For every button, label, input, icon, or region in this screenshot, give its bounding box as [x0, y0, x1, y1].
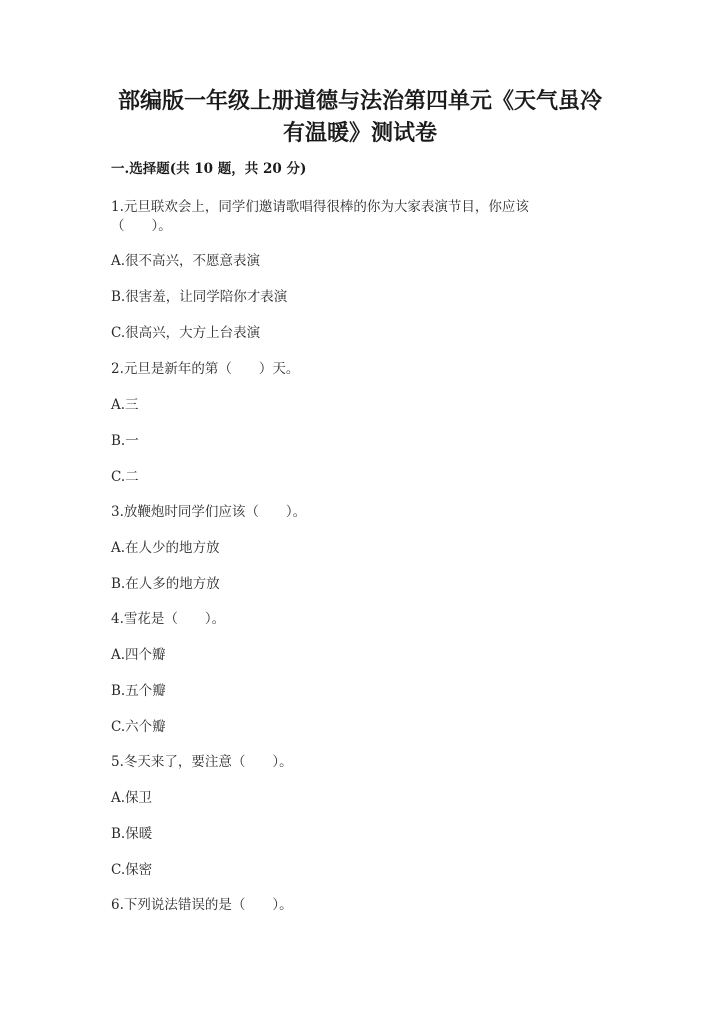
question-1-stem-continued: （ ）。 — [111, 218, 172, 234]
question-1-option-c: C.很高兴，大方上台表演 — [111, 325, 261, 341]
question-6-stem: 6.下列说法错误的是（ ）。 — [111, 897, 293, 913]
question-5-option-c: C.保密 — [111, 862, 153, 878]
question-4-option-a: A.四个瓣 — [111, 647, 166, 663]
question-2-option-b: B.一 — [111, 433, 139, 449]
question-1-option-b: B.很害羞，让同学陪你才表演 — [111, 289, 288, 305]
question-4-stem: 4.雪花是（ ）。 — [111, 611, 226, 627]
question-5-option-a: A.保卫 — [111, 790, 153, 806]
exam-title-line-1: 部编版一年级上册道德与法治第四单元《天气虽冷 — [117, 88, 602, 114]
question-5-stem: 5.冬天来了，要注意（ ）。 — [111, 754, 293, 770]
question-4-option-c: C.六个瓣 — [111, 719, 166, 735]
question-3-option-b: B.在人多的地方放 — [111, 576, 220, 592]
exam-title-line-2: 有温暖》测试卷 — [282, 120, 437, 146]
question-4-option-b: B.五个瓣 — [111, 683, 166, 699]
question-1-stem: 1.元旦联欢会上，同学们邀请歌唱得很棒的你为大家表演节目，你应该 — [111, 199, 529, 215]
question-3-stem: 3.放鞭炮时同学们应该（ ）。 — [111, 504, 307, 520]
question-1-option-a: A.很不高兴，不愿意表演 — [111, 253, 261, 269]
question-2-option-c: C.二 — [111, 469, 139, 485]
section-heading-multiple-choice: 一.选择题(共 10 题，共 20 分) — [111, 161, 307, 177]
question-2-option-a: A.三 — [111, 397, 139, 413]
question-5-option-b: B.保暖 — [111, 826, 153, 842]
question-2-stem: 2.元旦是新年的第（ ）天。 — [111, 361, 300, 377]
question-3-option-a: A.在人少的地方放 — [111, 540, 220, 556]
